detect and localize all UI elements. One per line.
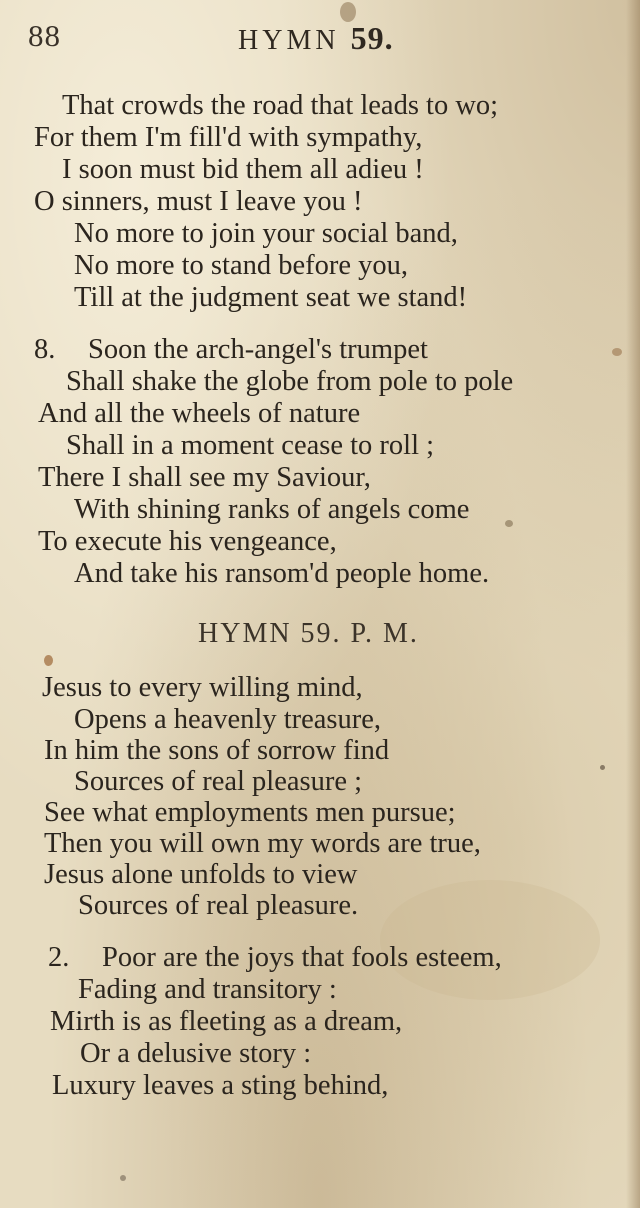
verse-line: O sinners, must I leave you !	[34, 186, 363, 217]
verse-line: And take his ransom'd people home.	[74, 558, 490, 589]
paper-stain	[44, 655, 53, 666]
running-head	[238, 20, 394, 57]
verse-line: See what employments men pursue;	[44, 797, 456, 828]
verse-line: There I shall see my Saviour,	[38, 462, 371, 493]
verse-line: Sources of real pleasure.	[78, 890, 359, 921]
verse-line: That crowds the road that leads to wo;	[62, 90, 499, 121]
verse-line: Shall in a moment cease to roll ;	[66, 430, 435, 461]
stanza-number: 2.	[48, 942, 70, 973]
verse-line: Sources of real pleasure ;	[74, 766, 363, 797]
verse-line: Jesus alone unfolds to view	[44, 859, 358, 890]
paper-stain	[505, 520, 513, 527]
verse-line: With shining ranks of angels come	[74, 494, 470, 525]
verse-line: No more to join your social band,	[74, 218, 458, 249]
paper-stain	[612, 348, 622, 356]
verse-line: Or a delusive story :	[80, 1038, 312, 1069]
verse-line: Shall shake the globe from pole to pole	[66, 366, 514, 397]
stanza-2-first-line	[48, 944, 502, 973]
verse-line: Till at the judgment seat we stand!	[74, 282, 468, 313]
verse-line: In him the sons of sorrow find	[44, 735, 390, 766]
paper-stain	[600, 765, 605, 770]
hymn-title: HYMN 59. P. M.	[198, 618, 419, 649]
verse-line: Mirth is as fleeting as a dream,	[50, 1006, 403, 1037]
verse-line: For them I'm fill'd with sympathy,	[34, 122, 423, 153]
verse-line: To execute his vengeance,	[38, 526, 337, 557]
verse-line: Then you will own my words are true,	[44, 828, 481, 859]
stanza-number: 8.	[34, 334, 56, 365]
verse-line: Opens a heavenly treasure,	[74, 704, 382, 735]
verse-line: Poor are the joys that fools esteem,	[102, 942, 502, 973]
verse-line: And all the wheels of nature	[38, 398, 361, 429]
stanza-8-first-line	[34, 336, 428, 365]
paper-stain	[380, 880, 600, 1000]
running-head-word: HYMN	[238, 25, 340, 56]
page-edge-shadow	[626, 0, 640, 1208]
paper-stain	[120, 1175, 126, 1181]
page-header	[0, 18, 640, 58]
verse-line: Jesus to every willing mind,	[42, 672, 363, 703]
running-head-number: 59.	[350, 20, 394, 56]
verse-line: I soon must bid them all adieu !	[62, 154, 424, 185]
verse-line: Luxury leaves a sting behind,	[52, 1070, 389, 1101]
verse-line: Soon the arch-angel's trumpet	[88, 334, 428, 365]
verse-line: Fading and transitory :	[78, 974, 337, 1005]
verse-line: No more to stand before you,	[74, 250, 408, 281]
page-number: 88	[28, 18, 61, 53]
